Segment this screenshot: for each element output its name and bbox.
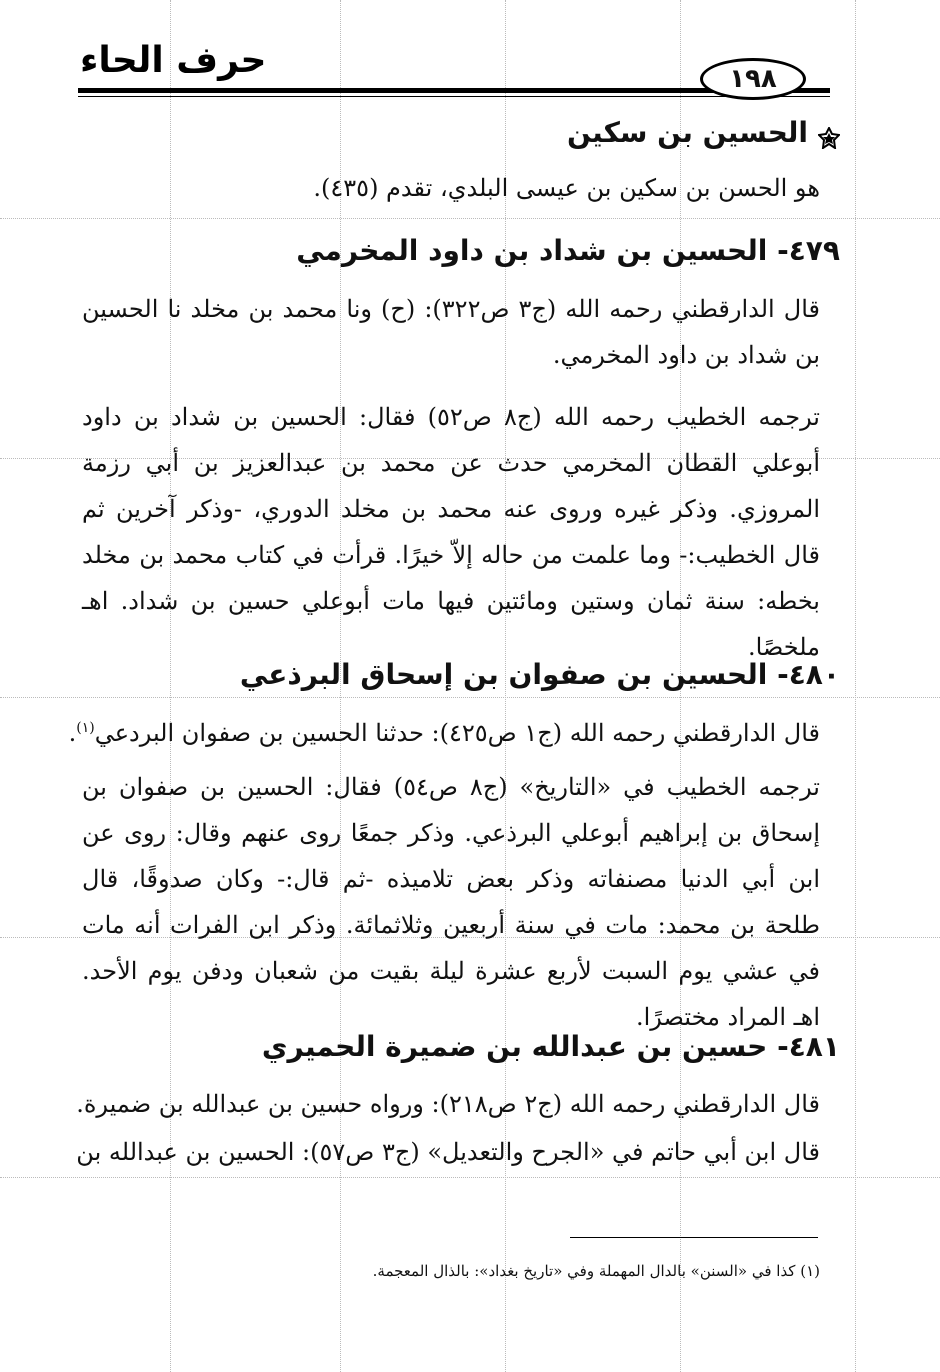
footnote-marker: (١) — [76, 720, 95, 736]
entry-paragraph: ترجمه الخطيب في «التاريخ» (ج٨ ص٥٤) فقال: الحسين بن صفوان بن إسحاق بن إبراهيم أبوعلي البرذعي. وذكر جمعًا روى عنهم وقال: روى عن ابن أبي الدنيا مصنفاته وذكر بعض تلاميذه -ثم قال:- وكان صدوقًا، قال طلحة بن محمد: مات في سنة أربعين وثلاثمائة. وذكر ابن الفرات أنه مات في عشي يوم السبت لأربع عشرة ليلة بقيت من شعبان ودفن يوم الأحد. اهـ المراد مختصرًا. — [82, 773, 820, 1031]
entry-heading: ٤٨١- حسين بن عبدالله بن ضميرة الحميري — [261, 1030, 840, 1063]
dotted-guide — [855, 0, 856, 1372]
entry-heading — [567, 116, 840, 149]
entry-paragraph: قال الدارقطني رحمه الله (ج٣ ص٣٢٢): (ح) ونا محمد بن مخلد نا الحسين بن شداد بن داود المخرمي. — [82, 295, 820, 369]
dotted-guide — [0, 697, 940, 698]
entry-heading: ٤٨٠- الحسين بن صفوان بن إسحاق البرذعي — [239, 658, 840, 691]
entry-heading: ٤٧٩- الحسين بن شداد بن داود المخرمي — [296, 234, 840, 267]
header-rule — [78, 96, 830, 97]
footnote: (١) كذا في «السنن» بالدال المهملة وفي «تاريخ بغداد»: بالذال المعجمة. — [372, 1262, 820, 1280]
entry-heading-text: الحسين بن سكين — [566, 116, 808, 149]
entry-paragraph: قال الدارقطني رحمه الله (ج٢ ص٢١٨): ورواه حسين بن عبدالله بن ضميرة. — [76, 1090, 820, 1118]
entry-paragraph: قال الدارقطني رحمه الله (ج١ ص٤٢٥): حدثنا الحسين بن صفوان البردعي$^{(١)}$. — [68, 719, 820, 747]
ornament-star-icon — [818, 123, 840, 145]
entry-paragraph: ترجمه الخطيب رحمه الله (ج٨ ص٥٢) فقال: الحسين بن شداد بن داود أبوعلي القطان المخرمي حدث عن محمد بن عبدالعزيز بن أبي رزمة المروزي. وذكر غيره وروى عنه محمد بن مخلد الدوري، -وذكر آخرين ثم قال الخطيب:- وما علمت من حاله إلاّ خيرًا. قرأت في كتاب محمد بن مخلد بخطه: سنة ثمان وستين ومائتين فيها مات أبوعلي حسين بن شداد. اهـ ملخصًا. — [82, 403, 821, 661]
entry-paragraph-text: قال الدارقطني رحمه الله (ج١ ص٤٢٥): حدثنا الحسين بن صفوان البردعي — [94, 719, 820, 747]
dotted-guide — [0, 1177, 940, 1178]
page-number: ١٩٨ — [700, 58, 806, 100]
page-header-title: حرف الحاء — [80, 40, 267, 81]
dotted-guide — [0, 218, 940, 219]
entry-paragraph: هو الحسن بن سكين بن عيسى البلدي، تقدم (٤٣٥). — [313, 174, 820, 202]
footnote-rule — [570, 1237, 818, 1238]
entry-paragraph: قال ابن أبي حاتم في «الجرح والتعديل» (ج٣ ص٥٧): الحسين بن عبدالله بن — [76, 1138, 820, 1166]
